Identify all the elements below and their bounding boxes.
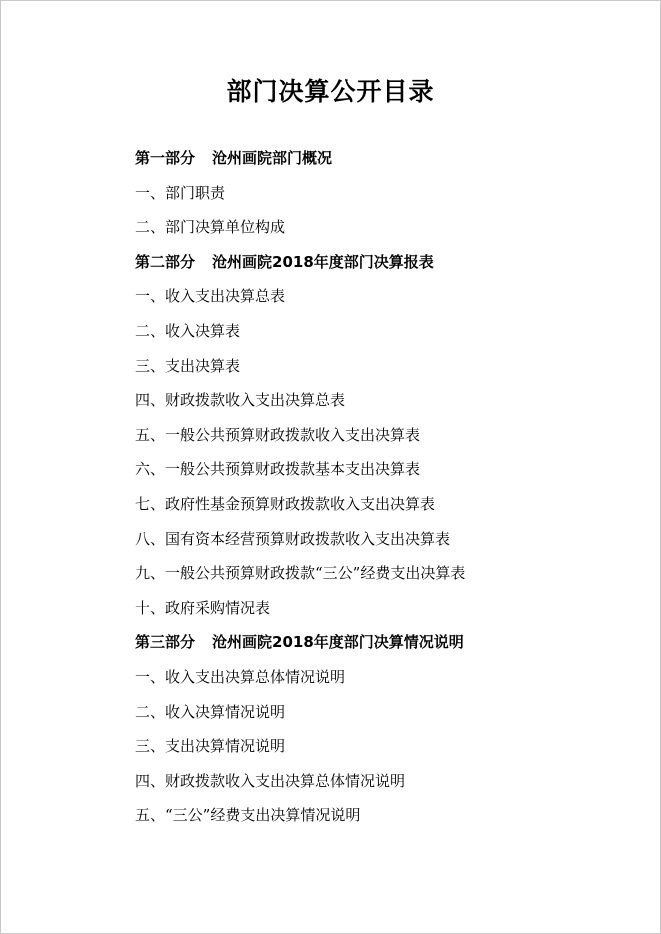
toc-item: 一、收入支出决算总表 <box>135 287 286 306</box>
toc-item: 四、财政拨款收入支出决算总表 <box>135 391 346 410</box>
toc-item: 八、国有资本经营预算财政拨款收入支出决算表 <box>135 529 451 548</box>
toc-part-heading <box>135 245 465 280</box>
toc-item: 四、财政拨款收入支出决算总体情况说明 <box>135 771 406 790</box>
toc-part-number: 第一部分 <box>135 149 196 167</box>
toc-item: 一、部门职责 <box>135 183 226 202</box>
toc-item: 五、“三公”经费支出决算情况说明 <box>135 806 361 825</box>
toc-part-heading <box>135 625 465 660</box>
page-title: 部门决算公开目录 <box>226 77 435 106</box>
toc-item: 一、收入支出决算总体情况说明 <box>135 667 346 686</box>
toc-item: 十、政府采购情况表 <box>135 598 271 617</box>
table-of-contents <box>135 141 465 833</box>
toc-item: 五、一般公共预算财政拨款收入支出决算表 <box>135 425 421 444</box>
toc-item: 三、支出决算情况说明 <box>135 737 286 756</box>
toc-item: 二、收入决算表 <box>135 321 241 340</box>
toc-part-title: 沧州画院2018年度部门决算情况说明 <box>212 633 464 652</box>
toc-part-number: 第三部分 <box>135 633 196 652</box>
toc-item: 七、政府性基金预算财政拨款收入支出决算表 <box>135 494 436 513</box>
toc-part-title: 沧州画院部门概况 <box>212 149 333 167</box>
toc-item: 三、支出决算表 <box>135 356 241 375</box>
toc-part-heading <box>135 141 465 176</box>
toc-item: 九、一般公共预算财政拨款“三公”经费支出决算表 <box>135 564 466 583</box>
toc-part-number: 第二部分 <box>135 252 196 271</box>
toc-part-title: 沧州画院2018年度部门决算报表 <box>212 252 434 271</box>
toc-item: 六、一般公共预算财政拨款基本支出决算表 <box>135 460 421 479</box>
toc-item: 二、收入决算情况说明 <box>135 702 286 721</box>
toc-item: 二、部门决算单位构成 <box>135 218 286 237</box>
